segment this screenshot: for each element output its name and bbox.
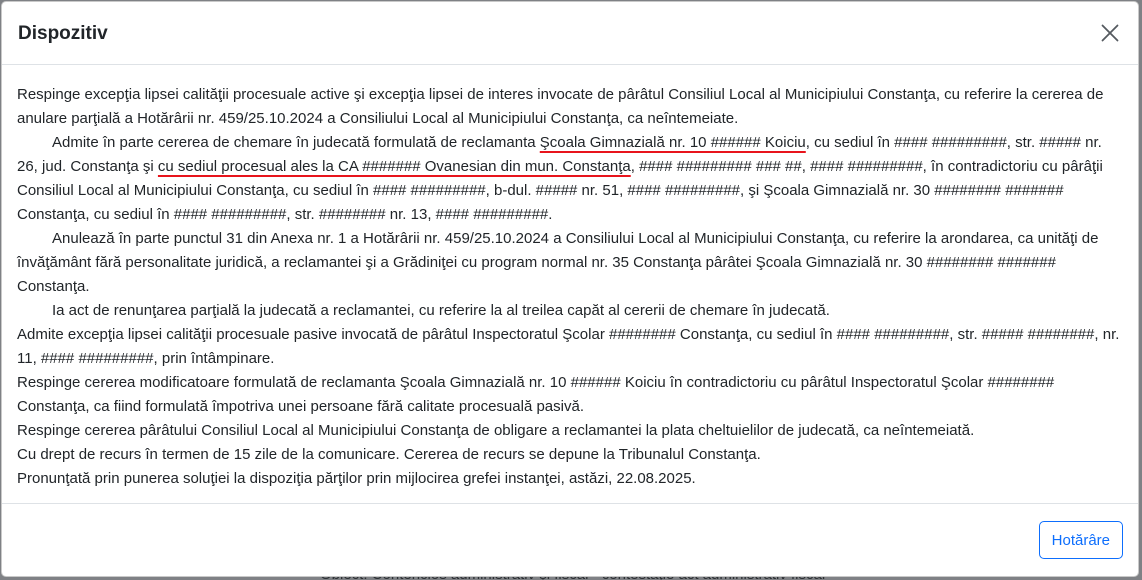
paragraph-passive-standing: Admite excepţia lipsei calităţii procesuale pasive invocată de pârâtul Inspectoratul Şcolar ######## Constanţa, cu sediul în #### #########, str. ##### ########, nr. 11, #### #########, prin întâmpinare. — [17, 326, 1120, 367]
hotarare-button[interactable]: Hotărâre — [1039, 521, 1123, 559]
paragraph-text: Admite în parte cererea de chemare în judecată formulată de reclamanta — [52, 134, 540, 151]
paragraph-text: , cu sediul în #### #########, str. ##### nr. 26, jud. Constanţa şi — [17, 134, 1102, 175]
modal-body — [2, 65, 1138, 506]
highlighted-claimant: Şcoala Gimnazială nr. 10 ###### Koiciu — [539, 134, 806, 151]
modal-title: Dispozitiv — [18, 23, 108, 44]
dispozitiv-modal — [1, 1, 1139, 577]
paragraph-pronounced: Pronunţată prin punerea soluţiei la dispoziţia părţilor prin mijlocirea grefei instanţei, astăzi, 22.08.2025. — [17, 470, 696, 487]
highlighted-procedural-seat: cu sediul procesual ales la CA ####### Ovanesian din mun. Constanţa — [157, 158, 631, 175]
paragraph-modifying-request: Respinge cererea modificatoare formulată de reclamanta Şcoala Gimnazială nr. 10 ###### Koiciu în contradictoriu cu pârâtul Inspectoratul Şcolar ######## Constanţa, ca fiind formulată împotriva unei persoane fără calitate procesuală pasivă. — [17, 374, 1055, 415]
close-icon — [1101, 24, 1119, 42]
paragraph-text: , #### ######### ### ##, #### #########, în contradictoriu cu pârâţii Consiliul Local al Municipiului Constanţa, cu sediul în #### #########, b-dul. ##### nr. 51, #### #########, şi Şcoala Gimnazială nr. 30 ######## ####### Constanţa, cu sediul în #### #########, str. ######## nr. 13, #### #########. — [17, 158, 1103, 223]
paragraph-admits-request — [17, 131, 1123, 227]
modal-header — [2, 2, 1138, 65]
modal-footer — [2, 503, 1138, 576]
paragraph-annuls: Anulează în parte punctul 31 din Anexa nr. 1 a Hotărârii nr. 459/25.10.2024 a Consiliului Local al Municipiului Constanţa, cu referire la arondarea, ca unităţi de învăţământ fără personalitate juridică, a reclamantei şi a Grădiniţei cu program normal nr. 35 Constanţa pârâtei Şcoala Gimnazială nr. 30 ######## ####### Constanţa. — [17, 230, 1099, 295]
paragraph-appeal-right: Cu drept de recurs în termen de 15 zile de la comunicare. Cererea de recurs se depune la Tribunalul Constanţa. — [17, 446, 761, 463]
paragraph-costs-rejected: Respinge cererea pârâtului Consiliul Local al Municipiului Constanţa de obligare a reclamantei la plata cheltuielilor de judecată, ca neîntemeiată. — [17, 422, 975, 439]
close-button[interactable] — [1098, 21, 1122, 45]
paragraph-withdrawal: Ia act de renunţarea parţială la judecată a reclamantei, cu referire la al treilea capăt al cererii de chemare în judecată. — [52, 302, 830, 319]
paragraph-exceptions-rejected: Respinge excepţia lipsei calităţii procesuale active şi excepţia lipsei de interes invocate de pârâtul Consiliul Local al Municipiului Constanţa, cu referire la cererea de anulare parţială a Hotărârii nr. 459/25.10.2024 a Consiliului Local al Municipiului Constanţa, ca neîntemeiate. — [17, 86, 1104, 127]
